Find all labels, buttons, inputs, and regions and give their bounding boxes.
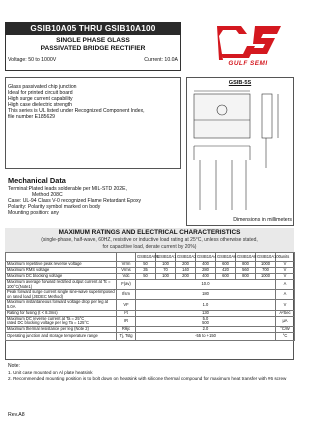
value-cell: 50 <box>136 262 156 268</box>
value-cell: 35 <box>136 268 156 274</box>
symbol-cell: Tj, Tstg <box>117 332 136 340</box>
ratings-note: for capacitive load, derate current by 20%) <box>102 244 197 250</box>
table-header-row <box>6 253 295 262</box>
symbol-cell: I²t <box>117 310 136 316</box>
revision-label: Rev.A8 <box>8 412 25 418</box>
unit-cell: °C <box>276 332 295 340</box>
package-outline-drawing <box>186 88 294 216</box>
model-header-cell: GSIB10A8 <box>236 253 256 262</box>
param-cell: Maximum instantaneous forward voltage drop per leg at 5.0A <box>6 300 117 310</box>
note-item: 1. Unit case mounted on Al plate heatsink <box>8 370 93 375</box>
param-cell: Peak forward surge current single sine-wave superimposed on rated load (JEDEC Method) <box>7 289 115 299</box>
unit-cell: A <box>276 280 295 290</box>
value-cell: 700 <box>256 268 276 274</box>
unit-cell: A²Sec <box>276 310 295 316</box>
symbol-cell: Vrrm <box>117 262 136 268</box>
symbol-cell: VF <box>117 300 136 310</box>
current-spec: Current: 10.0A <box>144 57 178 63</box>
value-cell: 600 <box>216 274 236 280</box>
param-cell: Maximum RMS voltage <box>6 268 117 274</box>
header-cell <box>117 253 136 262</box>
value-cell: 400 <box>196 262 216 268</box>
value-cell: 10.0 <box>136 280 276 290</box>
param-cell: Maximum average forward rectified output current at Tc = 100°C(Note1) <box>6 280 117 290</box>
mechanical-line: Mounting position: any <box>8 210 59 216</box>
value-cell: 600 <box>216 262 236 268</box>
subtitle-line2: PASSIVATED BRIDGE RECTIFIER <box>40 45 146 52</box>
mechanical-line: Terminal:Plated leads solderable per MIL-STD 202E, <box>8 186 127 192</box>
symbol-cell: F(av) <box>117 280 136 290</box>
table-row <box>6 280 295 290</box>
param-cell: Maximum thermal resistance per leg (Note 2) <box>6 326 117 332</box>
ratings-title: MAXIMUM RATINGS AND ELECTRICAL CHARACTERISTICS <box>58 229 241 236</box>
feature-item: Glass passivated chip junction <box>8 84 77 90</box>
symbol-cell: Vrms <box>117 268 136 274</box>
units-header-cell: units <box>276 253 295 262</box>
unit-cell: V <box>276 262 295 268</box>
unit-cell: V <box>276 268 295 274</box>
value-cell: 2.0 <box>136 326 276 332</box>
unit-cell: A <box>276 290 295 300</box>
logo-text: GULF SEMI <box>228 60 268 67</box>
model-header-cell: GSIB10A4 <box>196 253 216 262</box>
notes-heading: Note: <box>8 363 20 369</box>
unit-cell: V <box>276 274 295 280</box>
value-cell: 140 <box>176 268 196 274</box>
table-row <box>6 300 295 310</box>
subtitle-line1: SINGLE PHASE GLASS <box>56 37 130 44</box>
value-cell: 130 <box>136 310 276 316</box>
feature-item: High surge current capability <box>8 96 73 102</box>
feature-item: file number E185629 <box>8 114 56 120</box>
symbol-cell: Ifsm <box>117 290 136 300</box>
table-row <box>6 290 295 300</box>
symbol-cell: IR <box>117 316 136 326</box>
value-cell: 5.0 500 <box>136 316 276 326</box>
package-label: GSIB-5S <box>228 80 252 86</box>
model-header-cell: GSIB10A05 <box>136 253 156 262</box>
value-cell: 420 <box>216 268 236 274</box>
feature-item: Ideal for printed circuit board <box>8 90 73 96</box>
param-cell: Rating for fusing (t < 8.3ms) <box>6 310 117 316</box>
value-cell: 100 <box>156 262 176 268</box>
page-title: GSIB10A05 THRU GSIB10A100 <box>5 22 181 35</box>
voltage-spec: Voltage: 50 to 1000V <box>8 57 57 63</box>
value-cell: 1000 <box>256 274 276 280</box>
ratings-table <box>5 252 295 341</box>
value-cell: 560 <box>236 268 256 274</box>
mechanical-line: Polarity: Polarity symbol marked on body <box>8 204 101 210</box>
spec-row <box>8 56 178 64</box>
note-item: 2. Recommended mounting position is to bolt down on heatsink with silicone thermal compound for maximum heat transfer with #6 screw <box>8 376 287 381</box>
model-header-cell: GSIB10A100 <box>256 253 276 262</box>
param-cell: Maximum DC blocking voltage <box>6 274 117 280</box>
value-cell: 200 <box>176 274 196 280</box>
unit-cell: µA <box>276 316 295 326</box>
symbol-cell: Vdc <box>117 274 136 280</box>
value-cell: 800 <box>236 274 256 280</box>
table-row <box>6 332 295 340</box>
value-cell: 1.0 <box>136 300 276 310</box>
value-cell: -55 to +150 <box>136 332 276 340</box>
feature-item: High case dielectric strength <box>8 102 72 108</box>
model-header-cell: GSIB10A1 <box>156 253 176 262</box>
feature-item: This series is UL listed under Recognized Component Index, <box>8 108 145 114</box>
value-cell: 200 <box>176 262 196 268</box>
value-cell: 180 <box>136 290 276 300</box>
ratings-note: (single-phase, half-wave, 60HZ, resistive or inductive load rating at 25°C, unless otherwise stated, <box>41 237 258 243</box>
symbol-cell: Rθjc <box>117 326 136 332</box>
param-cell: Operating junction and storage temperature range <box>6 332 117 340</box>
header-cell <box>6 253 117 262</box>
value-cell: 100 <box>156 274 176 280</box>
value-cell: 1000 <box>256 262 276 268</box>
table-row <box>6 316 295 326</box>
mechanical-line: Method 208C <box>8 192 63 198</box>
mechanical-line: Case: UL-94 Class V-0 recognized Flame Retardant Epoxy <box>8 198 142 204</box>
value-cell: 280 <box>196 268 216 274</box>
param-cell: Maximum DC reverse current at Ta = 25°C rated DC blocking voltage per leg Ta = 125°C <box>6 316 117 326</box>
mechanical-data-title: Mechanical Data <box>8 176 66 185</box>
param-cell: Maximum repetitive peak reverse voltage <box>6 262 117 268</box>
unit-cell: °C/W <box>276 326 295 332</box>
value-cell: 400 <box>196 274 216 280</box>
value-cell: 50 <box>136 274 156 280</box>
dimensions-note: Dimensions in millimeters <box>233 217 292 223</box>
value-cell: 800 <box>236 262 256 268</box>
value-cell: 70 <box>156 268 176 274</box>
unit-cell: V <box>276 300 295 310</box>
model-header-cell: GSIB10A2 <box>176 253 196 262</box>
model-header-cell: GSIB10A6 <box>216 253 236 262</box>
